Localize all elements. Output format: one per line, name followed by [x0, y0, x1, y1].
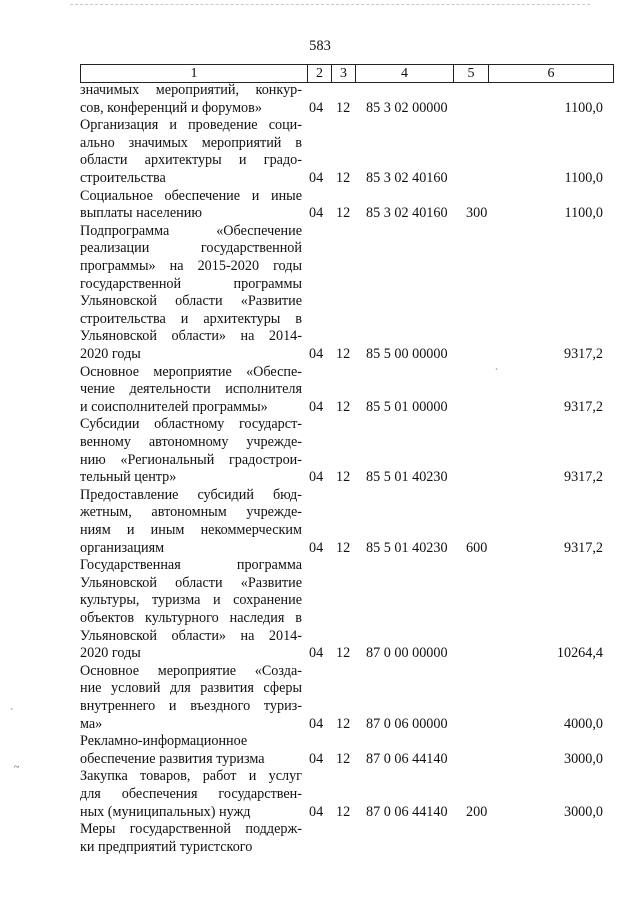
cell-c3: 12: [336, 715, 351, 732]
description-line: Основное мероприятие «Обеспе-: [80, 363, 302, 380]
header-col-4: 4: [356, 65, 454, 82]
cell-c4: 85 5 01 40230: [366, 539, 448, 556]
cell-c3: 12: [336, 750, 351, 767]
cell-c2: 04: [309, 715, 324, 732]
description-line: тельный центр»: [80, 469, 177, 486]
description-line: ние условий для развития сферы: [80, 680, 302, 697]
cell-c2: 04: [309, 469, 324, 486]
row-values: [0, 839, 640, 857]
description-line: внутреннего и въездного туриз-: [80, 697, 302, 714]
description-line: Рекламно-информационное: [80, 733, 248, 750]
cell-c4: 85 3 02 40160: [366, 170, 448, 186]
description-line: Ульяновской области» на 2014-: [80, 328, 302, 345]
description-line: строительства: [80, 169, 166, 186]
description-line: 2020 годы: [80, 645, 141, 662]
description-line: венному автономному учрежде-: [80, 433, 302, 450]
row-values: [0, 716, 640, 734]
description-line: культуры, туризма и сохранение: [80, 592, 302, 609]
cell-c5: 200: [466, 803, 488, 820]
header-col-3: 3: [332, 65, 356, 82]
cell-c4: 87 0 06 44140: [366, 750, 448, 767]
description-line: ки предприятий туристского: [80, 838, 253, 855]
description-line: Подпрограмма «Обеспечение: [80, 222, 302, 239]
description-line: Субсидии областному государст-: [80, 416, 302, 433]
cell-c6: 1100,0: [564, 99, 603, 116]
row-values: [0, 100, 640, 118]
description-line: Ульяновской области «Развитие: [80, 293, 302, 310]
header-col-5: 5: [454, 65, 489, 82]
description-line: 2020 годы: [80, 345, 141, 362]
cell-c3: 12: [336, 346, 351, 362]
description-line: значимых мероприятий, конкур-: [80, 82, 302, 98]
cell-c2: 04: [309, 803, 324, 820]
description-line: Организация и проведение соци-: [80, 117, 302, 134]
description-line: ально значимых мероприятий в: [80, 134, 302, 151]
scan-speck: `: [495, 368, 499, 379]
description-line: ма»: [80, 715, 103, 732]
table-header: [80, 64, 614, 83]
cell-c3: 12: [336, 469, 351, 486]
description-line: сов, конференций и форумов»: [80, 99, 262, 116]
description-line: Предоставление субсидий бюд-: [80, 486, 302, 503]
cell-c2: 04: [309, 645, 324, 662]
row-values: [0, 346, 640, 364]
cell-c2: 04: [309, 205, 324, 222]
description-line: Социальное обеспечение и иные: [80, 187, 302, 204]
description-line: Ульяновской области» на 2014-: [80, 627, 302, 644]
description-line: объектов культурного наследия в: [80, 609, 302, 626]
cell-c6: 3000,0: [563, 750, 603, 767]
row-values: [0, 804, 640, 822]
cell-c4: 87 0 06 00000: [366, 715, 448, 732]
cell-c3: 12: [336, 205, 351, 222]
description-line: выплаты населению: [80, 205, 202, 222]
row-values: [0, 170, 640, 188]
scan-speck: ~: [14, 762, 20, 773]
description-line: Меры государственной поддерж-: [80, 821, 302, 838]
cell-c6: 1100,0: [564, 205, 603, 222]
cell-c2: 04: [309, 750, 324, 767]
description-line: Ульяновской области «Развитие: [80, 574, 302, 591]
header-col-1: 1: [81, 65, 308, 82]
description-line: организациям: [80, 539, 165, 556]
description-line: для обеспечения государствен-: [80, 785, 302, 802]
cell-c6: 9317,2: [563, 539, 603, 556]
row-values: [0, 399, 640, 417]
description-line: области архитектуры и градо-: [80, 152, 302, 169]
cell-c6: 1100,0: [564, 170, 603, 186]
description-line: ниям и иным некоммерческим: [80, 521, 302, 538]
scan-speck: `: [10, 708, 14, 719]
description-line: ных (муниципальных) нужд: [80, 803, 251, 820]
description-line: чение деятельности исполнителя: [80, 381, 302, 398]
cell-c4: 87 0 00 00000: [366, 645, 448, 662]
scan-artifact: [70, 4, 590, 8]
description-line: жетным, автономным учрежде-: [80, 504, 302, 521]
header-col-6: 6: [547, 66, 555, 81]
row-values: [0, 205, 640, 223]
cell-c3: 12: [336, 170, 351, 186]
cell-c6: 9317,2: [563, 469, 603, 486]
cell-c4: 85 5 01 00000: [366, 398, 448, 415]
cell-c2: 04: [309, 170, 324, 186]
row-values: [0, 645, 640, 663]
description-line: Основное мероприятие «Созда-: [80, 662, 302, 679]
cell-c2: 04: [309, 539, 324, 556]
cell-c4: 85 5 00 00000: [366, 346, 448, 362]
cell-c3: 12: [336, 645, 351, 662]
cell-c6: 9317,2: [563, 398, 603, 415]
row-values: [0, 540, 640, 558]
cell-c6: 4000,0: [563, 715, 603, 732]
cell-c4: 85 3 02 00000: [366, 99, 448, 116]
row-values: [0, 469, 640, 487]
cell-c4: 85 3 02 40160: [366, 205, 448, 222]
row-values: [0, 751, 640, 769]
cell-c6: 9317,2: [563, 346, 603, 362]
description-line: Закупка товаров, работ и услуг: [80, 768, 302, 785]
cell-c5: 300: [466, 205, 488, 222]
description-line: и соисполнителей программы»: [80, 398, 268, 415]
cell-c5: 600: [466, 539, 488, 556]
header-col-2: 2: [308, 65, 332, 82]
page-number: 583: [309, 38, 331, 54]
description-line: государственной программы: [80, 275, 302, 292]
cell-c2: 04: [309, 99, 324, 116]
cell-c4: 85 5 01 40230: [366, 469, 448, 486]
row-description: [80, 223, 302, 364]
cell-c6: 10264,4: [556, 645, 603, 662]
description-line: программы» на 2015-2020 годы: [80, 257, 302, 274]
cell-c3: 12: [336, 803, 351, 820]
description-line: строительства и архитектуры в: [80, 310, 302, 327]
description-line: Государственная программа: [80, 557, 302, 574]
cell-c2: 04: [309, 346, 324, 362]
description-line: реализации государственной: [80, 240, 302, 257]
description-line: нию «Региональный градострои-: [80, 451, 302, 468]
cell-c4: 87 0 06 44140: [366, 803, 448, 820]
cell-c3: 12: [336, 398, 351, 415]
cell-c3: 12: [336, 99, 351, 116]
cell-c3: 12: [336, 539, 351, 556]
cell-c2: 04: [309, 398, 324, 415]
description-line: обеспечение развития туризма: [80, 750, 265, 767]
cell-c6: 3000,0: [563, 803, 603, 820]
